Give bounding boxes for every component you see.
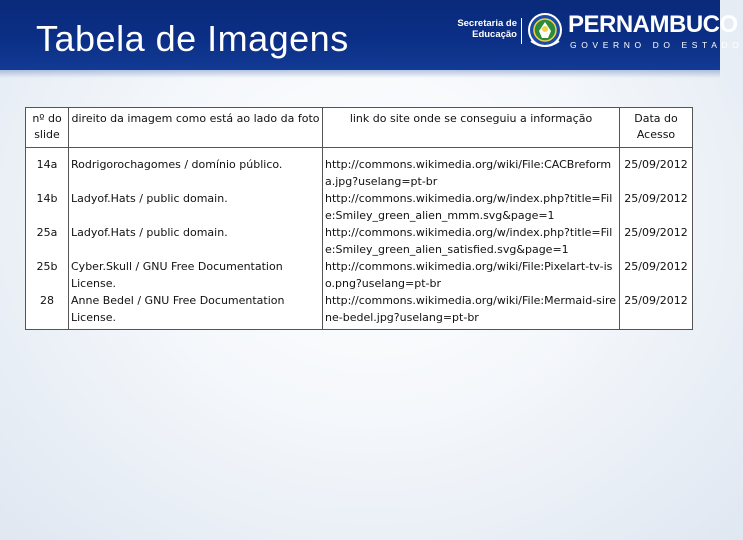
table-row (26, 190, 693, 224)
header-slide-number: nº do slide (26, 108, 69, 148)
cell-access-date: 25/09/2012 (620, 190, 693, 224)
cell-image-rights: Ladyof.Hats / public domain. (69, 224, 323, 258)
cell-source-link[interactable]: http://commons.wikimedia.org/wiki/File:Pixelart-tv-iso.png?uselang=pt-br (323, 258, 620, 292)
cell-image-rights: Rodrigorochagomes / domínio público. (69, 148, 323, 191)
cell-access-date: 25/09/2012 (620, 258, 693, 292)
cell-source-link[interactable]: http://commons.wikimedia.org/wiki/File:CACBreforma.jpg?uselang=pt-br (323, 148, 620, 191)
table-header-row (26, 108, 693, 148)
table-row (26, 148, 693, 191)
table-row (26, 292, 693, 330)
header-image-rights: direito da imagem como está ao lado da foto (69, 108, 323, 148)
header-shadow (0, 70, 720, 78)
cell-image-rights: Ladyof.Hats / public domain. (69, 190, 323, 224)
secretaria-line-2: Educação (472, 29, 517, 40)
cell-slide-number: 14b (36, 192, 58, 205)
cell-source-link[interactable]: http://commons.wikimedia.org/w/index.php?title=File:Smiley_green_alien_mmm.svg&page=1 (323, 190, 620, 224)
governo-do-estado-text: GOVERNO DO ESTADO (570, 40, 743, 50)
cell-access-date: 25/09/2012 (620, 292, 693, 330)
cell-image-rights: Cyber.Skull / GNU Free Documentation License. (69, 258, 323, 292)
header-access-date: Data do Acesso (620, 108, 693, 148)
pernambuco-crest-icon (526, 11, 564, 51)
table-row (26, 224, 693, 258)
table-row (26, 258, 693, 292)
cell-slide-number: 25a (36, 226, 58, 239)
cell-access-date: 25/09/2012 (620, 148, 693, 191)
cell-slide-number: 14a (36, 158, 58, 171)
cell-slide-number: 25b (36, 260, 58, 273)
secretaria-line-1: Secretaria de (457, 18, 517, 29)
logo-divider (521, 18, 522, 44)
header-source-link: link do site onde se conseguiu a informação (323, 108, 620, 148)
cell-access-date: 25/09/2012 (620, 224, 693, 258)
cell-image-rights: Anne Bedel / GNU Free Documentation License. (69, 292, 323, 330)
pernambuco-wordmark: PERNAMBUCO (568, 11, 738, 38)
secretaria-logo-text (453, 18, 517, 40)
slide-title: Tabela de Imagens (36, 18, 349, 59)
cell-slide-number: 28 (40, 294, 54, 307)
image-credits-table (25, 107, 693, 330)
cell-source-link[interactable]: http://commons.wikimedia.org/w/index.php?title=File:Smiley_green_alien_satisfied.svg&page=1 (323, 224, 620, 258)
cell-source-link[interactable]: http://commons.wikimedia.org/wiki/File:Mermaid-sirene-bedel.jpg?uselang=pt-br (323, 292, 620, 330)
